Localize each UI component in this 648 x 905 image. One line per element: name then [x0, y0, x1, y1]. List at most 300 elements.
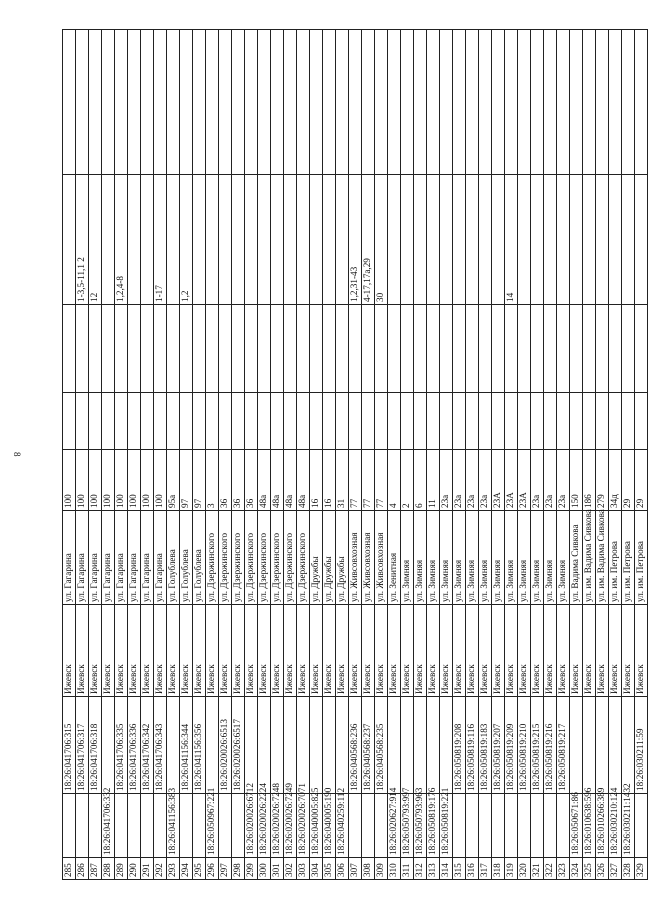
row-number: 300 [258, 858, 271, 880]
cadastral-number-building [479, 794, 492, 858]
empty-cell [310, 30, 323, 175]
house-number: 97 [193, 450, 206, 511]
cadastral-number-building: 18:26:040005:825 [310, 794, 323, 858]
street: ул. Дзержинского [284, 511, 297, 605]
empty-cell [167, 30, 180, 175]
house-number: 31 [336, 450, 349, 511]
cadastral-number-building [154, 794, 167, 858]
empty-cell [518, 30, 531, 175]
empty-cell [544, 393, 557, 450]
row-number: 312 [414, 858, 427, 880]
apartment-numbers: 1,2,31-43 [349, 175, 362, 305]
empty-cell [76, 393, 89, 450]
cadastral-number-building [466, 794, 479, 858]
street: ул. Дружбы [323, 511, 336, 605]
cadastral-number-premises: 18:26:050819:209 [505, 697, 518, 794]
row-number: 303 [297, 858, 310, 880]
empty-cell [102, 393, 115, 450]
house-number: 100 [63, 450, 76, 511]
empty-cell [336, 30, 349, 175]
apartment-numbers [453, 175, 466, 305]
empty-cell [609, 305, 622, 393]
cadastral-number-premises [336, 697, 349, 794]
row-number: 297 [219, 858, 232, 880]
street: ул. Зимняя [401, 511, 414, 605]
cadastral-number-premises: 18:26:050819:183 [479, 697, 492, 794]
row-number: 314 [440, 858, 453, 880]
house-number: 23А [505, 450, 518, 511]
empty-cell [596, 30, 609, 175]
city: Ижевск [505, 605, 518, 697]
street: ул. Гагарина [89, 511, 102, 605]
empty-cell [596, 305, 609, 393]
city: Ижевск [180, 605, 193, 697]
apartment-numbers [167, 175, 180, 305]
house-number: 23а [479, 450, 492, 511]
empty-cell [115, 30, 128, 175]
street: ул. Голублева [180, 511, 193, 605]
cadastral-number-premises [167, 697, 180, 794]
empty-cell [388, 393, 401, 450]
row-number: 329 [635, 858, 648, 880]
cadastral-number-premises [427, 697, 440, 794]
house-number: 97 [180, 450, 193, 511]
cadastral-number-building: 18:26:020026:7249 [284, 794, 297, 858]
house-number: 77 [362, 450, 375, 511]
city: Ижевск [206, 605, 219, 697]
empty-cell [63, 30, 76, 175]
cadastral-number-building: 18:26:030211:1432 [622, 794, 635, 858]
cadastral-number-premises: 18:26:041156:356 [193, 697, 206, 794]
empty-cell [115, 305, 128, 393]
house-number: 2 [401, 450, 414, 511]
row-number: 315 [453, 858, 466, 880]
empty-cell [609, 393, 622, 450]
empty-cell [505, 393, 518, 450]
table-row [479, 30, 492, 880]
table-row [466, 30, 479, 880]
city: Ижевск [102, 605, 115, 697]
empty-cell [128, 30, 141, 175]
table-row [193, 30, 206, 880]
empty-cell [154, 305, 167, 393]
street: ул. Живсовхозная [349, 511, 362, 605]
empty-cell [544, 305, 557, 393]
cadastral-number-premises: 18:26:050819:217 [557, 697, 570, 794]
city: Ижевск [414, 605, 427, 697]
table-row [284, 30, 297, 880]
cadastral-number-building [544, 794, 557, 858]
row-number: 309 [375, 858, 388, 880]
empty-cell [622, 30, 635, 175]
row-number: 295 [193, 858, 206, 880]
empty-cell [557, 30, 570, 175]
cadastral-number-building [518, 794, 531, 858]
street: ул. им. Петрова [622, 511, 635, 605]
row-number: 299 [245, 858, 258, 880]
apartment-numbers: 14 [505, 175, 518, 305]
table-row [375, 30, 388, 880]
empty-cell [271, 393, 284, 450]
row-number: 294 [180, 858, 193, 880]
city: Ижевск [310, 605, 323, 697]
cadastral-number-building [193, 794, 206, 858]
row-number: 305 [323, 858, 336, 880]
city: Ижевск [219, 605, 232, 697]
empty-cell [479, 393, 492, 450]
empty-cell [102, 30, 115, 175]
empty-cell [388, 30, 401, 175]
street: ул. Гагарина [141, 511, 154, 605]
apartment-numbers [427, 175, 440, 305]
cadastral-number-premises: 18:26:040568:236 [349, 697, 362, 794]
cadastral-number-building: 18:26:020026:6712 [245, 794, 258, 858]
apartment-numbers [128, 175, 141, 305]
empty-cell [570, 393, 583, 450]
cadastral-number-premises [323, 697, 336, 794]
cadastral-number-premises [570, 697, 583, 794]
city: Ижевск [271, 605, 284, 697]
cadastral-number-premises [297, 697, 310, 794]
street: ул. Дзержинского [271, 511, 284, 605]
cadastral-number-building [505, 794, 518, 858]
empty-cell [128, 305, 141, 393]
city: Ижевск [440, 605, 453, 697]
cadastral-number-premises [284, 697, 297, 794]
apartment-numbers [102, 175, 115, 305]
house-number: 16 [323, 450, 336, 511]
cadastral-number-premises [414, 697, 427, 794]
table-row [440, 30, 453, 880]
cadastral-number-building: 18:26:050819:176 [427, 794, 440, 858]
street: ул. им. Вадима Сивкова [583, 511, 596, 605]
empty-cell [544, 30, 557, 175]
cadastral-number-building: 18:26:041156:383 [167, 794, 180, 858]
apartment-numbers [193, 175, 206, 305]
table-row [297, 30, 310, 880]
cadastral-number-building [375, 794, 388, 858]
table-row [414, 30, 427, 880]
house-number: 100 [102, 450, 115, 511]
city: Ижевск [557, 605, 570, 697]
cadastral-number-building [76, 794, 89, 858]
row-number: 293 [167, 858, 180, 880]
street: ул. Дзержинского [206, 511, 219, 605]
apartment-numbers [245, 175, 258, 305]
empty-cell [76, 305, 89, 393]
empty-cell [271, 305, 284, 393]
city: Ижевск [544, 605, 557, 697]
table-row [531, 30, 544, 880]
house-number: 48а [297, 450, 310, 511]
empty-cell [505, 305, 518, 393]
house-number: 279 [596, 450, 609, 511]
apartment-numbers [388, 175, 401, 305]
row-number: 290 [128, 858, 141, 880]
empty-cell [154, 30, 167, 175]
house-number: 100 [141, 450, 154, 511]
rotated-table [62, 30, 646, 880]
table-row [362, 30, 375, 880]
table-row [388, 30, 401, 880]
empty-cell [89, 393, 102, 450]
empty-cell [297, 393, 310, 450]
city: Ижевск [167, 605, 180, 697]
cadastral-number-premises: 18:26:041706:342 [141, 697, 154, 794]
cadastral-number-building: 18:26:030210:124 [609, 794, 622, 858]
table-row [505, 30, 518, 880]
cadastral-number-building: 18:26:050967:221 [206, 794, 219, 858]
apartment-numbers [323, 175, 336, 305]
house-number: 48а [258, 450, 271, 511]
city: Ижевск [284, 605, 297, 697]
empty-cell [310, 393, 323, 450]
apartment-numbers [401, 175, 414, 305]
cadastral-number-premises: 18:26:041706:343 [154, 697, 167, 794]
empty-cell [245, 393, 258, 450]
city: Ижевск [479, 605, 492, 697]
empty-cell [583, 30, 596, 175]
empty-cell [362, 305, 375, 393]
cadastral-number-building [89, 794, 102, 858]
cadastral-number-building [349, 794, 362, 858]
apartment-numbers: 1,2 [180, 175, 193, 305]
empty-cell [375, 393, 388, 450]
row-number: 323 [557, 858, 570, 880]
cadastral-number-premises [622, 697, 635, 794]
house-number: 23А [492, 450, 505, 511]
house-number: 77 [375, 450, 388, 511]
empty-cell [531, 393, 544, 450]
city: Ижевск [466, 605, 479, 697]
empty-cell [336, 393, 349, 450]
row-number: 304 [310, 858, 323, 880]
empty-cell [349, 305, 362, 393]
empty-cell [271, 30, 284, 175]
house-number: 100 [76, 450, 89, 511]
row-number: 327 [609, 858, 622, 880]
empty-cell [193, 305, 206, 393]
row-number: 292 [154, 858, 167, 880]
cadastral-number-premises: 18:26:050819:210 [518, 697, 531, 794]
table-row [609, 30, 622, 880]
table-row [258, 30, 271, 880]
cadastral-number-building: 18:26:010266:389 [596, 794, 609, 858]
house-number: 186 [583, 450, 596, 511]
street: ул. Зимняя [414, 511, 427, 605]
empty-cell [323, 393, 336, 450]
cadastral-number-premises: 18:26:050819:208 [453, 697, 466, 794]
empty-cell [141, 393, 154, 450]
house-number: 3 [206, 450, 219, 511]
row-number: 319 [505, 858, 518, 880]
cadastral-number-premises [206, 697, 219, 794]
cadastral-number-building [128, 794, 141, 858]
empty-cell [505, 30, 518, 175]
street: ул. Гагарина [76, 511, 89, 605]
apartment-numbers: 1-3,5-11,1 2 [76, 175, 89, 305]
city: Ижевск [388, 605, 401, 697]
empty-cell [349, 30, 362, 175]
empty-cell [453, 305, 466, 393]
city: Ижевск [609, 605, 622, 697]
row-number: 306 [336, 858, 349, 880]
cadastral-number-premises: 18:26:041706:318 [89, 697, 102, 794]
row-number: 311 [401, 858, 414, 880]
empty-cell [427, 393, 440, 450]
city: Ижевск [154, 605, 167, 697]
street: ул. Зимняя [440, 511, 453, 605]
empty-cell [388, 305, 401, 393]
empty-cell [219, 305, 232, 393]
cadastral-number-premises: 18:26:030211:59 [635, 697, 648, 794]
empty-cell [63, 305, 76, 393]
empty-cell [167, 305, 180, 393]
row-number: 286 [76, 858, 89, 880]
empty-cell [479, 305, 492, 393]
cadastral-number-building [115, 794, 128, 858]
empty-cell [180, 30, 193, 175]
row-number: 288 [102, 858, 115, 880]
cadastral-number-premises [388, 697, 401, 794]
cadastral-number-premises: 18:26:041706:315 [63, 697, 76, 794]
cadastral-number-building [531, 794, 544, 858]
house-number: 16 [310, 450, 323, 511]
apartment-numbers [297, 175, 310, 305]
empty-cell [349, 393, 362, 450]
cadastral-number-premises: 18:26:041706:317 [76, 697, 89, 794]
empty-cell [518, 305, 531, 393]
empty-cell [427, 30, 440, 175]
city: Ижевск [336, 605, 349, 697]
empty-cell [76, 30, 89, 175]
table-row [336, 30, 349, 880]
cadastral-number-building: 18:26:020026:2224 [258, 794, 271, 858]
house-number: 23а [466, 450, 479, 511]
cadastral-number-building: 18:26:050671:86 [570, 794, 583, 858]
row-number: 287 [89, 858, 102, 880]
table-row [154, 30, 167, 880]
table-row [206, 30, 219, 880]
empty-cell [362, 30, 375, 175]
empty-cell [258, 30, 271, 175]
apartment-numbers [518, 175, 531, 305]
cadastral-number-premises [310, 697, 323, 794]
house-number: 36 [232, 450, 245, 511]
table-row [219, 30, 232, 880]
apartment-numbers [440, 175, 453, 305]
street: ул. им. Вадима Сивкова [596, 511, 609, 605]
city: Ижевск [362, 605, 375, 697]
empty-cell [414, 30, 427, 175]
city: Ижевск [232, 605, 245, 697]
apartment-numbers [284, 175, 297, 305]
street: ул. Живсовхозная [362, 511, 375, 605]
table-row [102, 30, 115, 880]
street: ул. Дзержинского [232, 511, 245, 605]
empty-cell [323, 30, 336, 175]
house-number: 6 [414, 450, 427, 511]
row-number: 310 [388, 858, 401, 880]
apartment-numbers [544, 175, 557, 305]
street: ул. Живсовхозная [375, 511, 388, 605]
street: ул. Зимняя [466, 511, 479, 605]
house-number: 48а [271, 450, 284, 511]
empty-cell [310, 305, 323, 393]
row-number: 324 [570, 858, 583, 880]
city: Ижевск [531, 605, 544, 697]
row-number: 328 [622, 858, 635, 880]
empty-cell [492, 393, 505, 450]
apartment-numbers [63, 175, 76, 305]
row-number: 296 [206, 858, 219, 880]
apartment-numbers [635, 175, 648, 305]
cadastral-number-building: 18:26:050793:963 [414, 794, 427, 858]
empty-cell [583, 305, 596, 393]
empty-cell [297, 305, 310, 393]
street: ул. Голублева [193, 511, 206, 605]
row-number: 291 [141, 858, 154, 880]
street: ул. Зимняя [557, 511, 570, 605]
cadastral-number-building [557, 794, 570, 858]
empty-cell [89, 30, 102, 175]
street: ул. Дружбы [336, 511, 349, 605]
table-row [245, 30, 258, 880]
empty-cell [635, 393, 648, 450]
apartment-numbers [531, 175, 544, 305]
empty-cell [596, 393, 609, 450]
table-row [622, 30, 635, 880]
cadastral-number-premises: 18:26:041706:335 [115, 697, 128, 794]
empty-cell [206, 30, 219, 175]
empty-cell [401, 393, 414, 450]
empty-cell [193, 393, 206, 450]
empty-cell [479, 30, 492, 175]
empty-cell [492, 305, 505, 393]
street: ул. Дзержинского [245, 511, 258, 605]
empty-cell [323, 305, 336, 393]
cadastral-number-building [635, 794, 648, 858]
apartment-numbers [557, 175, 570, 305]
street: ул. Гагарина [128, 511, 141, 605]
cadastral-number-building [492, 794, 505, 858]
cadastral-number-premises [258, 697, 271, 794]
house-number: 23а [557, 450, 570, 511]
cadastral-number-premises [609, 697, 622, 794]
house-number: 29 [635, 450, 648, 511]
empty-cell [284, 393, 297, 450]
street: ул. Дружбы [310, 511, 323, 605]
empty-cell [154, 393, 167, 450]
empty-cell [362, 393, 375, 450]
cadastral-number-building: 18:26:041706:332 [102, 794, 115, 858]
house-number: 23а [531, 450, 544, 511]
cadastral-number-premises [596, 697, 609, 794]
empty-cell [232, 30, 245, 175]
apartment-numbers: 4-17,17а,29 [362, 175, 375, 305]
empty-cell [466, 393, 479, 450]
cadastral-number-building [63, 794, 76, 858]
empty-cell [570, 305, 583, 393]
apartment-numbers [141, 175, 154, 305]
city: Ижевск [583, 605, 596, 697]
apartment-numbers [219, 175, 232, 305]
table-row [232, 30, 245, 880]
empty-cell [583, 393, 596, 450]
house-number: 11 [427, 450, 440, 511]
empty-cell [570, 30, 583, 175]
table-row [115, 30, 128, 880]
